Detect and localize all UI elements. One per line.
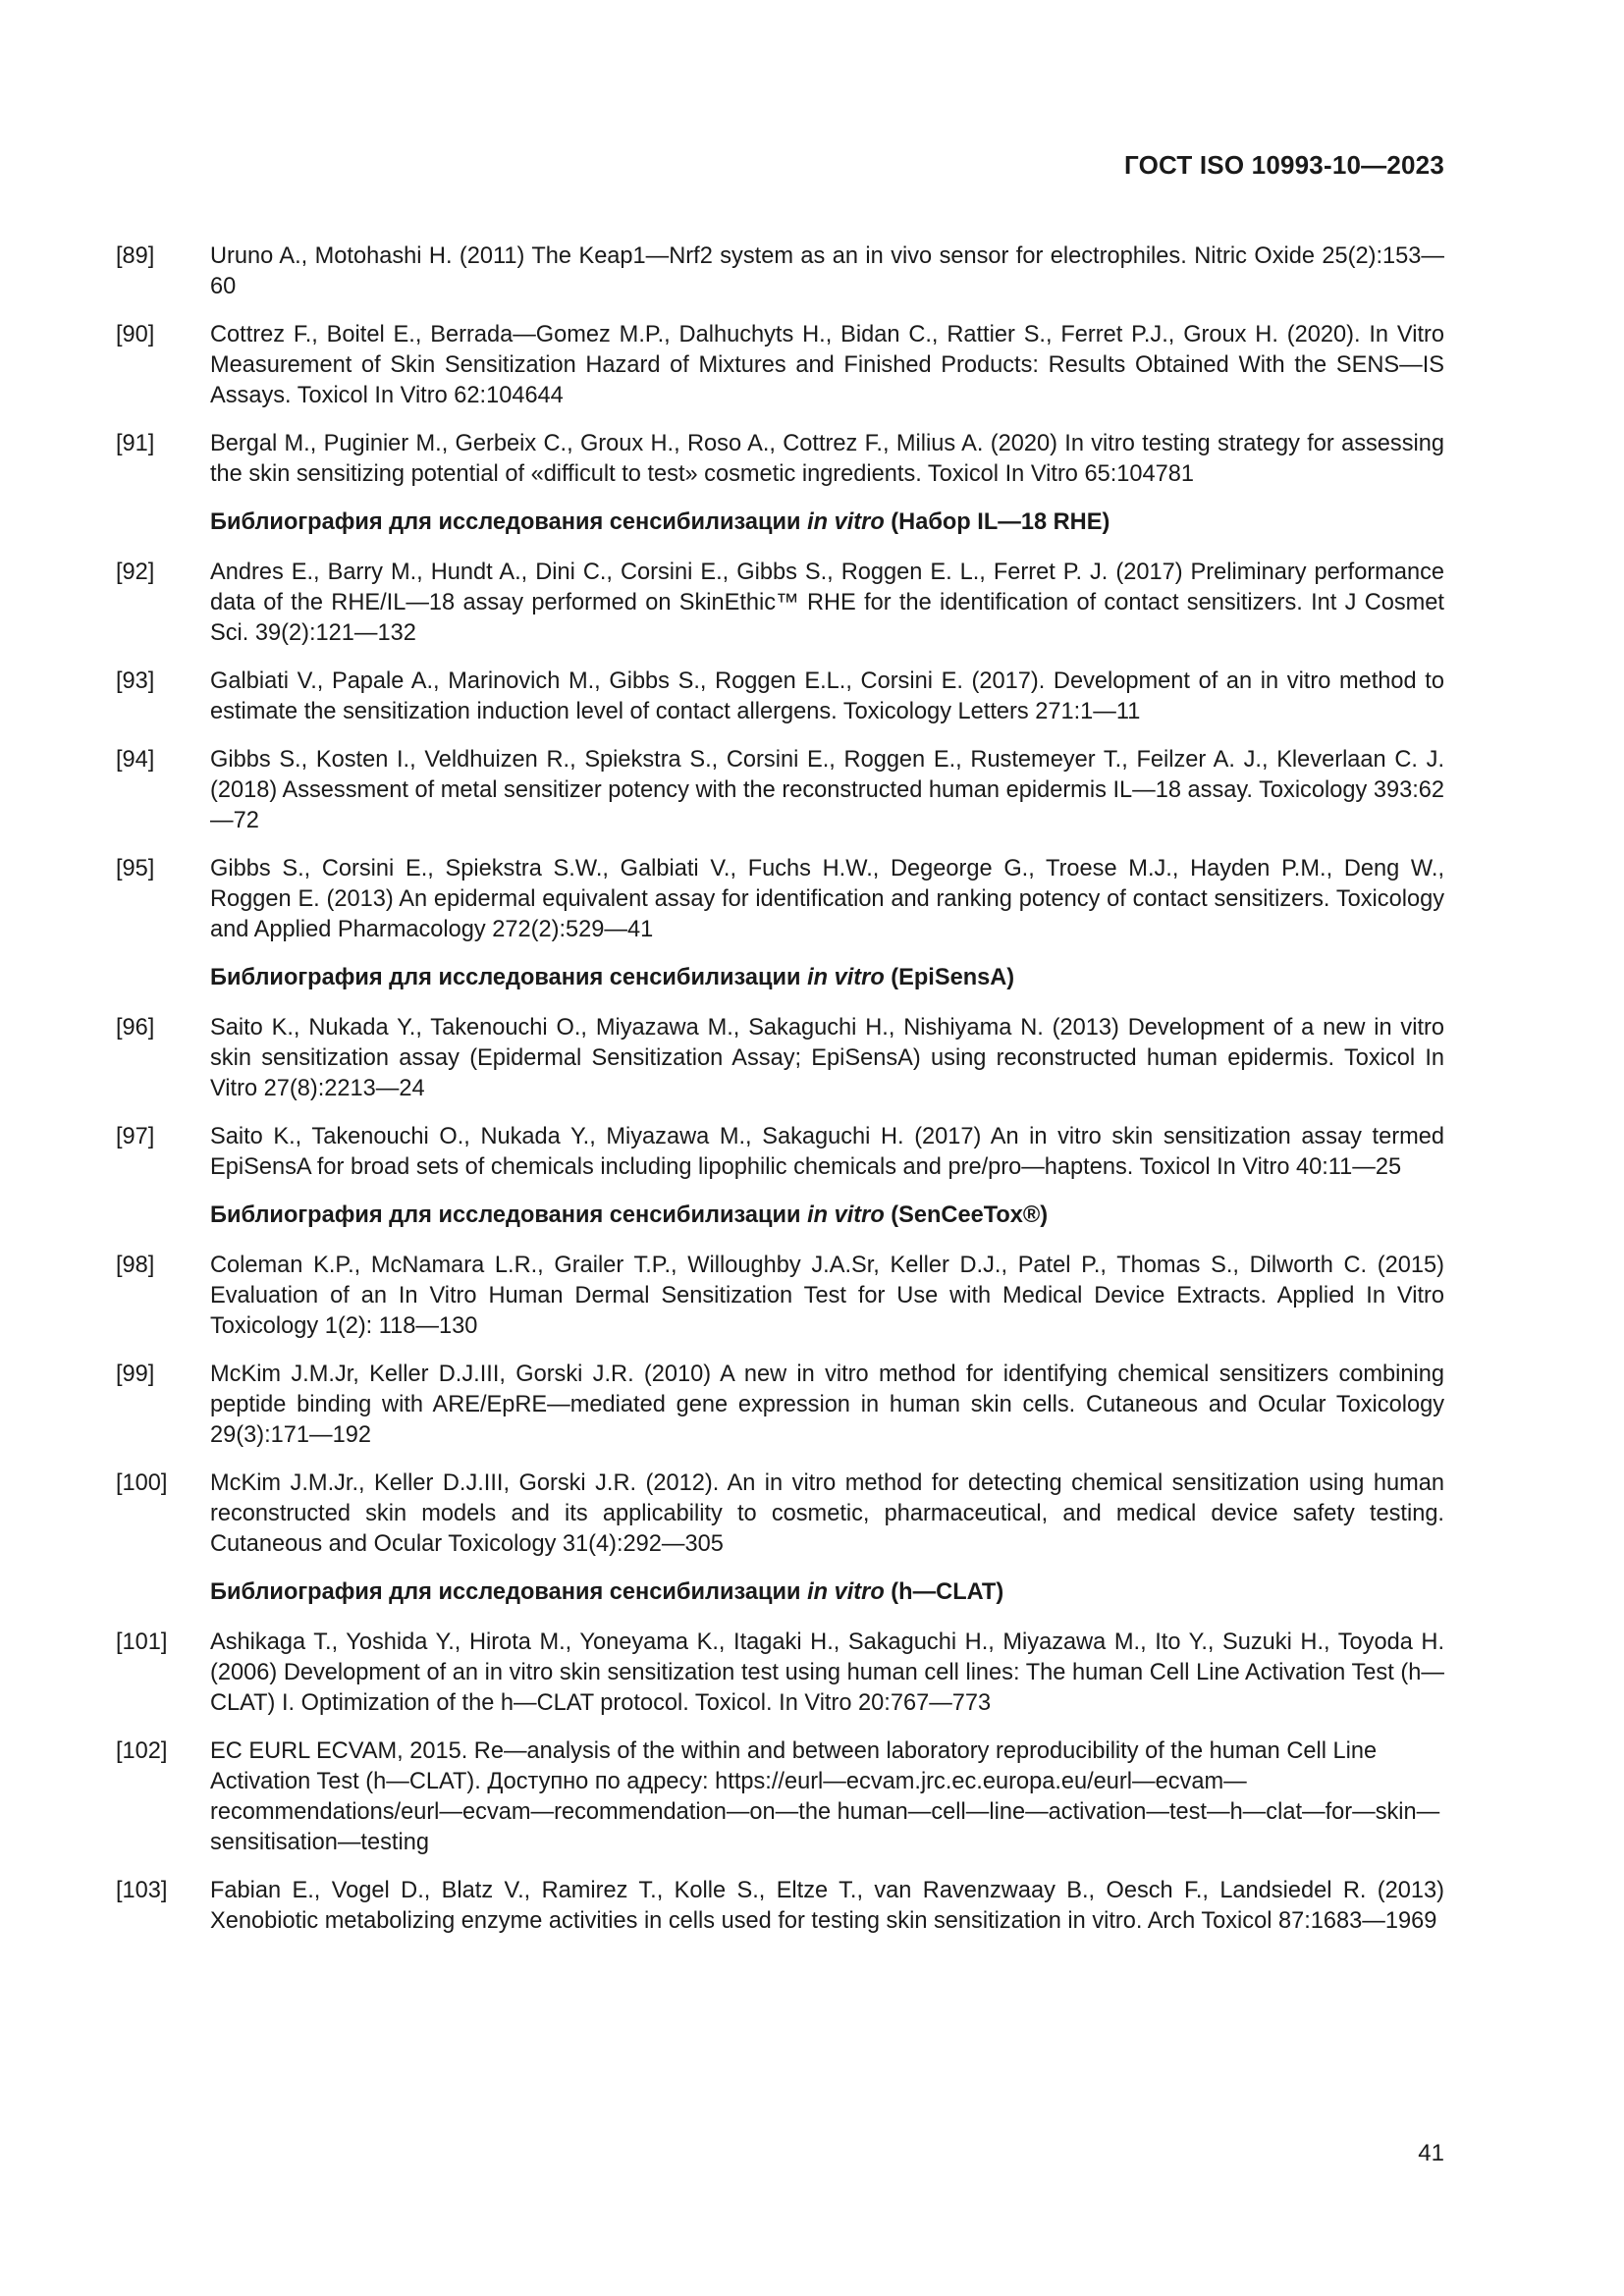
- reference-text: Fabian E., Vogel D., Blatz V., Ramirez T., Kolle S., Eltze T., van Ravenzwaay B., Oesch F., Landsiedel R. (2013) Xenobiotic metabolizing enzyme activities in cells used for testing skin sensitization in vitro. Arch Toxicol 87:1683—1969: [210, 1878, 1444, 1934]
- reference-text: EC EURL ECVAM, 2015. Re—analysis of the within and between laboratory reproducibility of the human Cell Line Activation Test (h—CLAT). Доступно по адресу: https://eurl—ecvam.jrc.ec.europa.eu/eurl—ecvam—recommendations/eurl—ecvam—recommendation—on—the human—cell—line—activation—test—h—clat—for—skin—sensitisation—testing: [210, 1738, 1440, 1855]
- reference-text: McKim J.M.Jr., Keller D.J.III, Gorski J.R. (2012). An in vitro method for detecting chemical sensitization using human reconstructed skin models and its applicability to cosmetic, pharmaceutical, and medical device safety testing. Cutaneous and Ocular Toxicology 31(4):292—305: [210, 1470, 1444, 1557]
- section-heading-italic: in vitro: [807, 1579, 885, 1605]
- reference-entry: [116, 241, 1444, 302]
- reference-number: [92]: [116, 560, 155, 585]
- reference-text: Uruno A., Motohashi H. (2011) The Keap1—Nrf2 system as an in vivo sensor for electrophiles. Nitric Oxide 25(2):153—60: [210, 243, 1444, 299]
- section-heading-prefix: Библиография для исследования сенсибилизации: [210, 1579, 808, 1605]
- section-heading-prefix: Библиография для исследования сенсибилизации: [210, 509, 808, 535]
- reference-entry: [116, 320, 1444, 411]
- page-number: 41: [1418, 2140, 1444, 2166]
- reference-entry: [116, 667, 1444, 727]
- reference-entry: [116, 1736, 1444, 1858]
- reference-number: [98]: [116, 1253, 155, 1278]
- reference-entry: [116, 429, 1444, 490]
- section-heading-prefix: Библиография для исследования сенсибилизации: [210, 1202, 808, 1228]
- section-heading-suffix: (EpiSensA): [884, 965, 1015, 990]
- section-heading-suffix: (SenCeeTox®): [884, 1202, 1049, 1228]
- section-heading-italic: in vitro: [807, 509, 885, 535]
- section-heading-italic: in vitro: [807, 965, 885, 990]
- reference-text: Galbiati V., Papale A., Marinovich M., Gibbs S., Roggen E.L., Corsini E. (2017). Development of an in vitro method to estimate the sensitization induction level of contact allergens. Toxicology Letters 271:1—11: [210, 668, 1444, 724]
- section-heading: [210, 1577, 1444, 1608]
- reference-text: Coleman K.P., McNamara L.R., Grailer T.P., Willoughby J.A.Sr, Keller D.J., Patel P., Thomas S., Dilworth C. (2015) Evaluation of an In Vitro Human Dermal Sensitization Test for Use with Medical Device Extracts. Applied In Vitro Toxicology 1(2): 118—130: [210, 1253, 1444, 1339]
- reference-entry: [116, 745, 1444, 836]
- reference-entry: [116, 1876, 1444, 1937]
- section-heading-suffix: (Набор IL—18 RHE): [884, 509, 1110, 535]
- reference-text: Cottrez F., Boitel E., Berrada—Gomez M.P., Dalhuchyts H., Bidan C., Rattier S., Ferret P.J., Groux H. (2020). In Vitro Measurement of Skin Sensitization Hazard of Mixtures and Finished Products: Results Obtained With the SENS—IS Assays. Toxicol In Vitro 62:104644: [210, 322, 1444, 408]
- reference-number: [100]: [116, 1470, 168, 1496]
- reference-number: [97]: [116, 1124, 155, 1149]
- reference-entry: [116, 1468, 1444, 1560]
- reference-number: [91]: [116, 431, 155, 456]
- section-heading-prefix: Библиография для исследования сенсибилизации: [210, 965, 808, 990]
- reference-number: [101]: [116, 1629, 168, 1655]
- reference-number: [93]: [116, 668, 155, 694]
- reference-number: [96]: [116, 1015, 155, 1041]
- reference-text: Bergal M., Puginier M., Gerbeix C., Groux H., Roso A., Cottrez F., Milius A. (2020) In vitro testing strategy for assessing the skin sensitizing potential of «difficult to test» cosmetic ingredients. Toxicol In Vitro 65:104781: [210, 431, 1444, 487]
- reference-text: Gibbs S., Kosten I., Veldhuizen R., Spiekstra S., Corsini E., Roggen E., Rustemeyer T., Feilzer A. J., Kleverlaan C. J. (2018) Assessment of metal sensitizer potency with the reconstructed human epidermis IL—18 assay. Toxicology 393:62—72: [210, 747, 1444, 833]
- reference-entry: [116, 1628, 1444, 1719]
- reference-text: Ashikaga T., Yoshida Y., Hirota M., Yoneyama K., Itagaki H., Sakaguchi H., Miyazawa M., Ito Y., Suzuki H., Toyoda H. (2006) Development of an in vitro skin sensitization test using human cell lines: The human Cell Line Activation Test (h—CLAT) I. Optimization of the h—CLAT protocol. Toxicol. In Vitro 20:767—773: [210, 1629, 1444, 1716]
- reference-entry: [116, 558, 1444, 649]
- reference-text: Saito K., Takenouchi O., Nukada Y., Miyazawa M., Sakaguchi H. (2017) An in vitro skin sensitization assay termed EpiSensA for broad sets of chemicals including lipophilic chemicals and pre/pro—haptens. Toxicol In Vitro 40:11—25: [210, 1124, 1444, 1180]
- section-heading: [210, 1201, 1444, 1231]
- reference-number: [99]: [116, 1362, 155, 1387]
- reference-number: [102]: [116, 1738, 168, 1764]
- bibliography-list: [116, 241, 1444, 1954]
- reference-entry: [116, 1251, 1444, 1342]
- reference-number: [90]: [116, 322, 155, 347]
- reference-text: Gibbs S., Corsini E., Spiekstra S.W., Galbiati V., Fuchs H.W., Degeorge G., Troese M.J., Hayden P.M., Deng W., Roggen E. (2013) An epidermal equivalent assay for identification and ranking potency of contact sensitizers. Toxicology and Applied Pharmacology 272(2):529—41: [210, 856, 1444, 942]
- reference-entry: [116, 1360, 1444, 1451]
- section-heading: [210, 507, 1444, 538]
- reference-entry: [116, 854, 1444, 945]
- reference-number: [89]: [116, 243, 155, 269]
- reference-number: [103]: [116, 1878, 168, 1903]
- section-heading: [210, 963, 1444, 993]
- standard-code-header: ГОСТ ISO 10993-10—2023: [1124, 150, 1444, 180]
- reference-text: McKim J.M.Jr, Keller D.J.III, Gorski J.R. (2010) A new in vitro method for identifying chemical sensitizers combining peptide binding with ARE/EpRE—mediated gene expression in human skin cells. Cutaneous and Ocular Toxicology 29(3):171—192: [210, 1362, 1444, 1448]
- reference-number: [95]: [116, 856, 155, 881]
- reference-entry: [116, 1122, 1444, 1183]
- reference-entry: [116, 1013, 1444, 1104]
- reference-number: [94]: [116, 747, 155, 773]
- section-heading-italic: in vitro: [807, 1202, 885, 1228]
- reference-text: Andres E., Barry M., Hundt A., Dini C., Corsini E., Gibbs S., Roggen E. L., Ferret P. J. (2017) Preliminary performance data of the RHE/IL—18 assay performed on SkinEthic™ RHE for the identification of contact sensitizers. Int J Cosmet Sci. 39(2):121—132: [210, 560, 1444, 646]
- section-heading-suffix: (h—CLAT): [884, 1579, 1004, 1605]
- reference-text: Saito K., Nukada Y., Takenouchi O., Miyazawa M., Sakaguchi H., Nishiyama N. (2013) Development of a new in vitro skin sensitization assay (Epidermal Sensitization Assay; EpiSensA) using reconstructed human epidermis. Toxicol In Vitro 27(8):2213—24: [210, 1015, 1444, 1101]
